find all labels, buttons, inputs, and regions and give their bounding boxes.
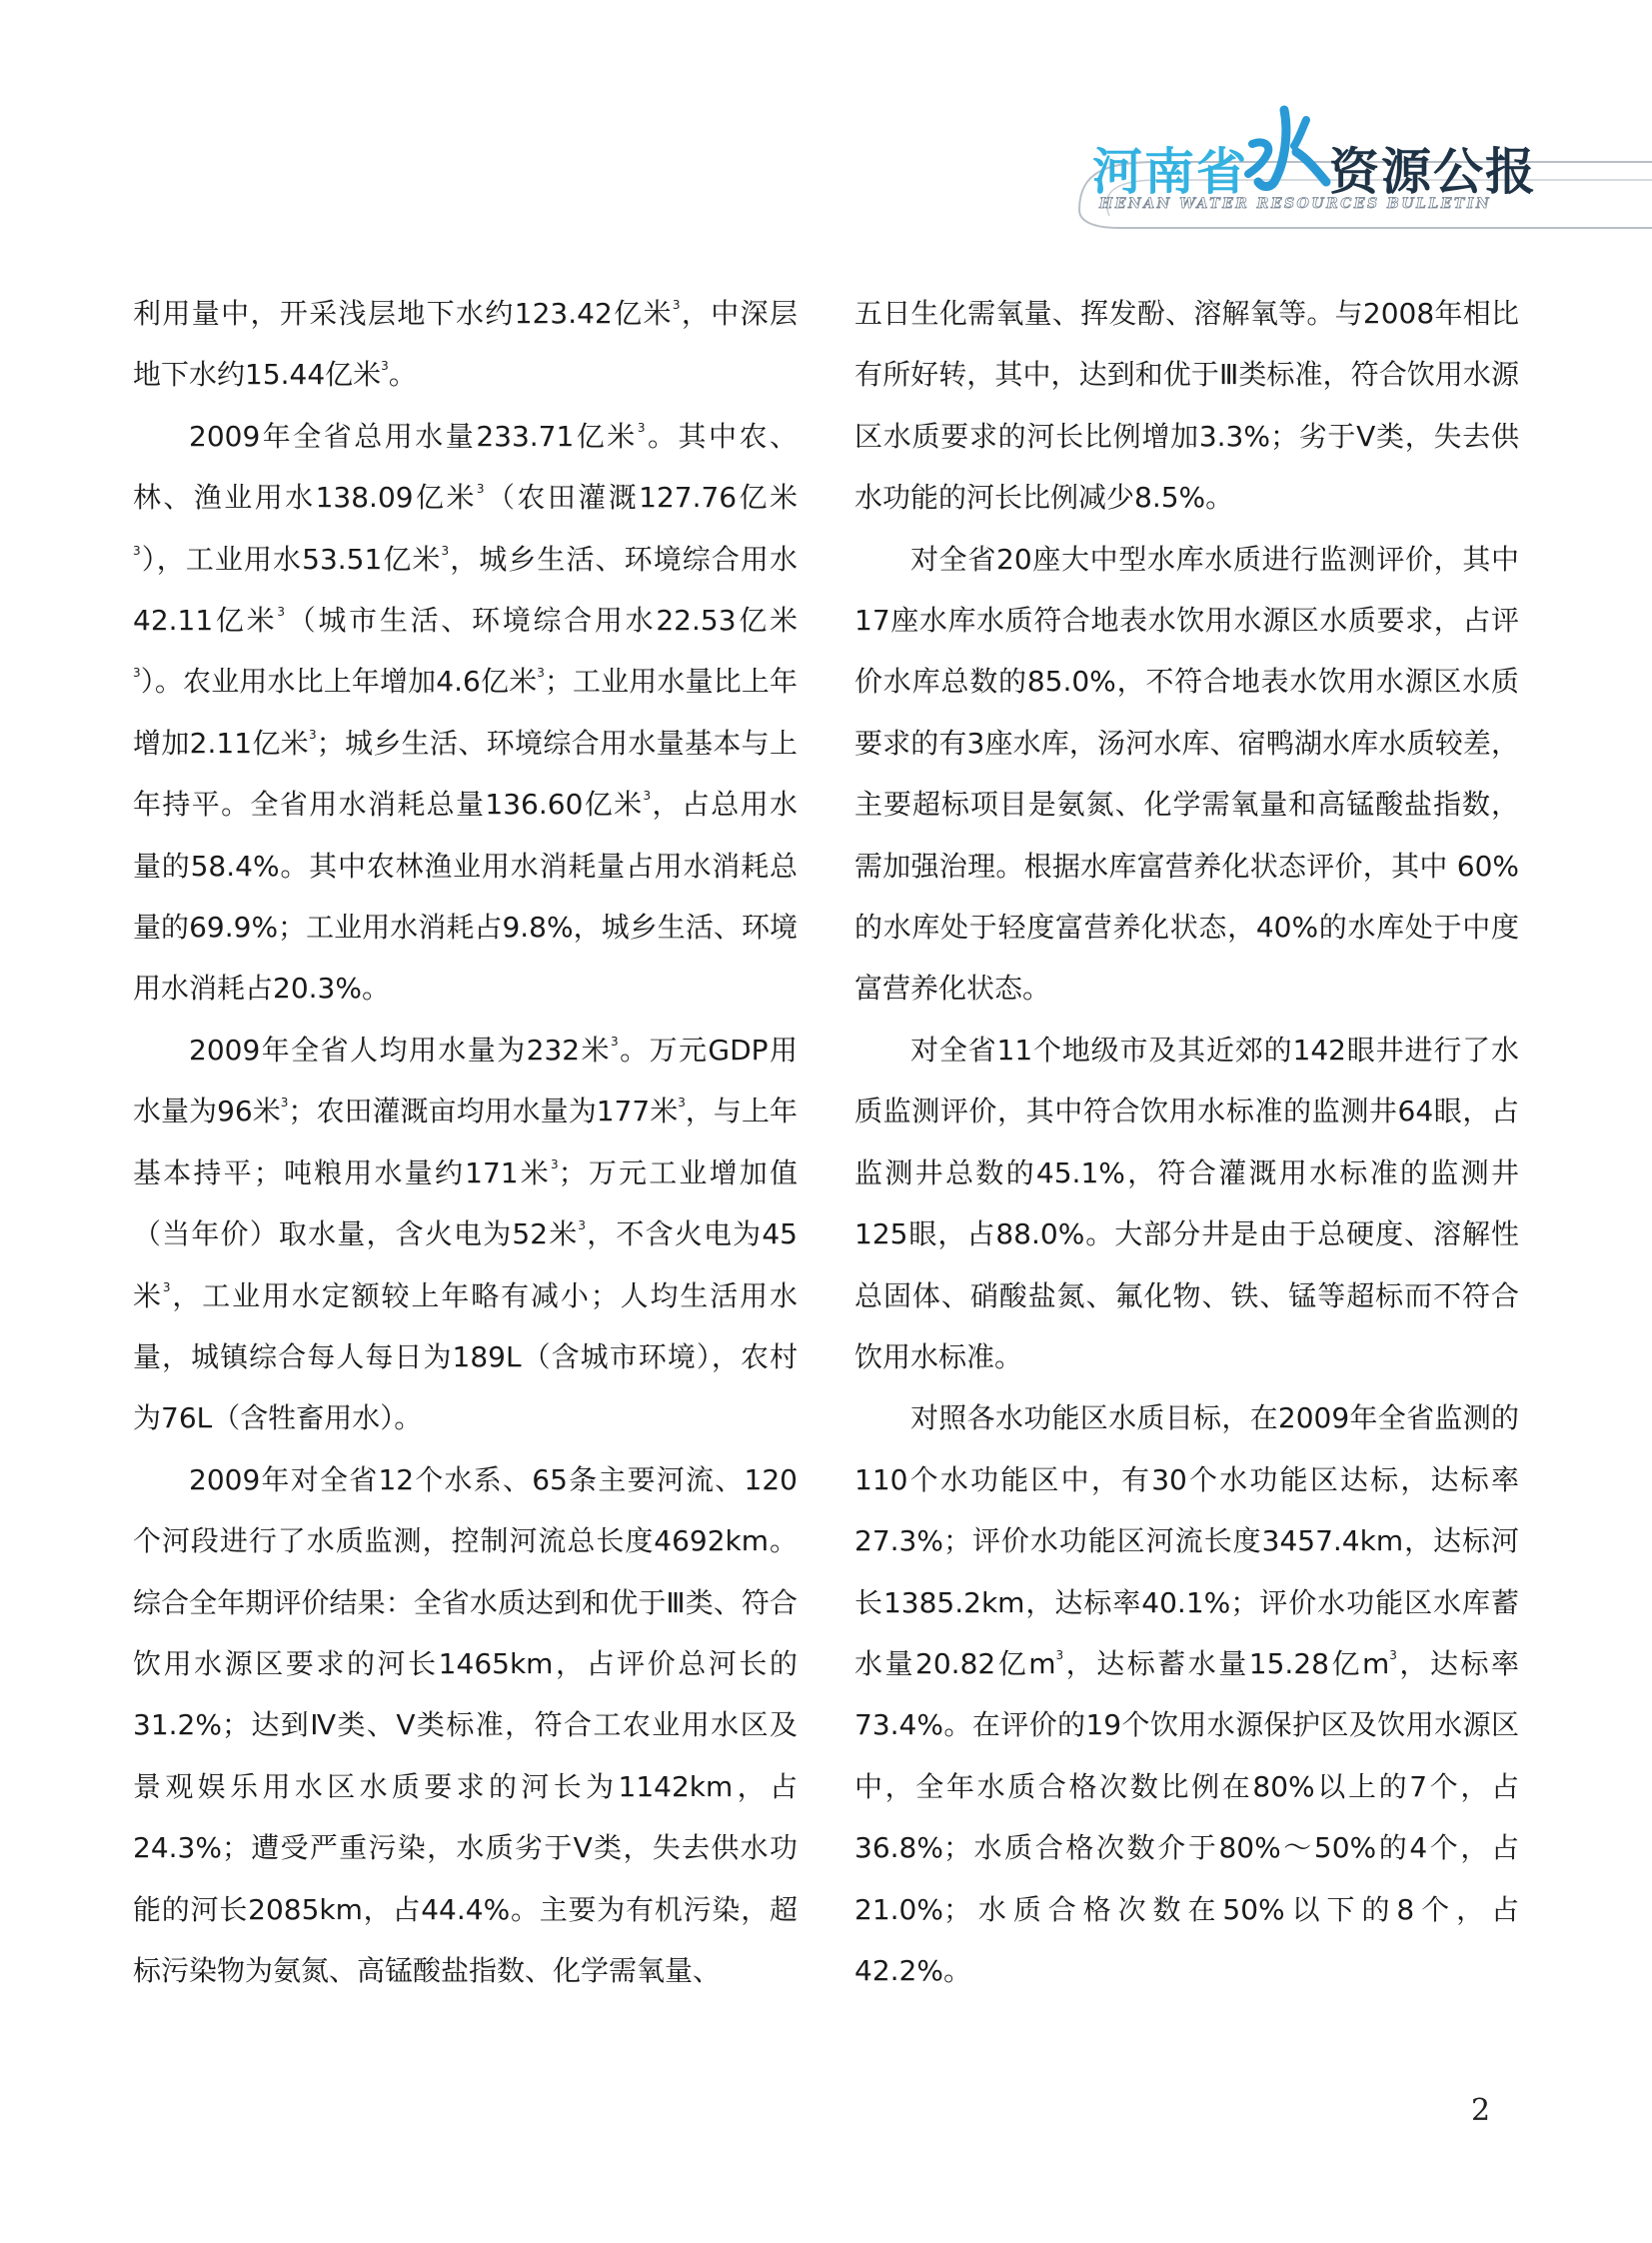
body-paragraph: 对全省11个地级市及其近郊的142眼井进行了水质监测评价，其中符合饮用水标准的监测井64眼，占监测井总数的45.1%，符合灌溉用水标准的监测井125眼，占88.0%。大部分井是由于总硬度、溶解性总固体、硝酸盐氮、氟化物、铁、锰等超标而不符合饮用水标准。 <box>854 1033 1519 1373</box>
body-paragraph: 对照各水功能区水质目标，在2009年全省监测的110个水功能区中，有30个水功能区达标，达标率27.3%；评价水功能区河流长度3457.4km，达标河长1385.2km，达标率40.1%；评价水功能区水库蓄水量20.82亿$m^3$，达标蓄水量15.28亿$m^3$，达标率73.4%。在评价的19个饮用水源保护区及饮用水源区中，全年水质合格次数比例在80%以上的7个，占36.8%；水质合格次数介于80%～50%的4个，占21.0%；水质合格次数在50%以下的8个，占42.2%。 <box>854 1401 1519 1987</box>
bulletin-title-henan: 河南省 <box>1092 143 1248 201</box>
body-paragraph: 2009年对全省12个水系、65条主要河流、120个河段进行了水质监测，控制河流总长度4692km。综合全年期评价结果：全省水质达到和优于Ⅲ类、符合饮用水源区要求的河长1465km，占评价总河长的31.2%；达到Ⅳ类、Ⅴ类标准，符合工农业用水区及景观娱乐用水区水质要求的河长为1142km，占24.3%；遭受严重污染，水质劣于Ⅴ类，失去供水功能的河长2085km，占44.4%。主要为有机污染，超标污染物为氨氮、高锰酸盐指数、化学需氧量、 <box>133 1462 798 1987</box>
right-text-column <box>854 283 1519 2001</box>
body-paragraph: 利用量中，开采浅层地下水约123.42亿米$^3$，中深层地下水约15.44亿米$^3$。 <box>133 297 798 392</box>
body-paragraph: 对全省20座大中型水库水质进行监测评价，其中17座水库水质符合地表水饮用水源区水质要求，占评价水库总数的85.0%，不符合地表水饮用水源区水质要求的有3座水库，汤河水库、宿鸭湖水库水质较差，主要超标项目是氨氮、化学需氧量和高锰酸盐指数，需加强治理。根据水库富营养化状态评价，其中 60%的水库处于轻度富营养化状态，40%的水库处于中度富营养化状态。 <box>854 542 1519 1006</box>
water-character-logo <box>1244 100 1334 200</box>
left-text-column <box>133 283 798 2001</box>
page-number: 2 <box>1471 2093 1491 2128</box>
body-paragraph: 2009年全省总用水量233.71亿米$^3$。其中农、林、渔业用水138.09亿米$^3$（农田灌溉127.76亿米$^3$），工业用水53.51亿米$^3$，城乡生活、环境综合用水42.11亿米$^3$（城市生活、环境综合用水22.53亿米$^3$）。农业用水比上年增加4.6亿米$^3$；工业用水量比上年增加2.11亿米$^3$；城乡生活、环境综合用水量基本与上年持平。全省用水消耗总量136.60亿米$^3$，占总用水量的58.4%。其中农林渔业用水消耗量占用水消耗总量的69.9%；工业用水消耗占9.8%，城乡生活、环境用水消耗占20.3%。 <box>133 419 798 1006</box>
page-header <box>0 0 1652 260</box>
bulletin-title-english: HENAN WATER RESOURCES BULLETIN <box>1099 196 1492 212</box>
bulletin-title-water-resources: 资源公报 <box>1329 143 1537 201</box>
body-paragraph: 2009年全省人均用水量为232米$^3$。万元GDP用水量为96米$^3$；农田灌溉亩均用水量为177米$^3$，与上年基本持平；吨粮用水量约171米$^3$；万元工业增加值（当年价）取水量，含火电为52米$^3$，不含火电为45米$^3$，工业用水定额较上年略有减小；人均生活用水量，城镇综合每人每日为189L（含城市环境），农村为76L（含牲畜用水）。 <box>133 1033 798 1435</box>
body-paragraph: 五日生化需氧量、挥发酚、溶解氧等。与2008年相比有所好转，其中，达到和优于Ⅲ类标准，符合饮用水源区水质要求的河长比例增加3.3%；劣于Ⅴ类，失去供水功能的河长比例减少8.5%。 <box>854 297 1519 515</box>
